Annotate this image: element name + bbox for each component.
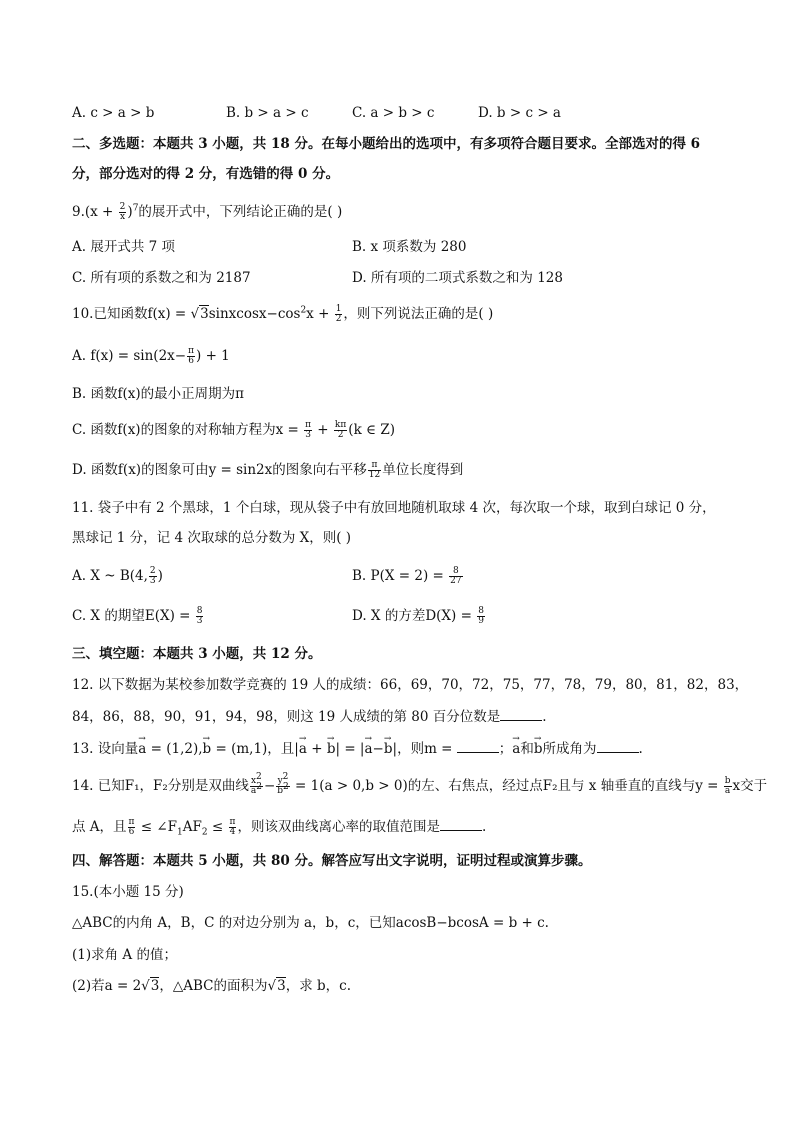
q10-lead: 已知函数 (93, 306, 148, 322)
q13-answer-blank-m[interactable] (457, 738, 499, 753)
q11-stem-line2: 黑球记 1 分，记 4 次取球的总分数为 X，则( ) (72, 530, 352, 546)
q9-option-d: D. 所有项的二项式系数之和为 128 (352, 270, 563, 286)
q15-header: 15.(本小题 15 分) (72, 884, 184, 900)
q10-number: 10. (72, 306, 94, 322)
q11-option-a: A. X ~ B(4, $\frac{2}{3}$ ) (72, 566, 163, 586)
q10-option-d-lead: D. 函数f(x)的图象可由 (72, 462, 209, 478)
q10-option-c-text: C. 函数f(x)的图象的对称轴方程为 (72, 422, 276, 438)
q11-option-d: D. X 的方差D(X) = $\frac{8}{9}$ (352, 606, 484, 626)
q8-option-b: B. b > a > c (226, 105, 309, 121)
q11-option-d-text: D. X 的方差 (352, 608, 426, 624)
q11-option-c-text: C. X 的期望 (72, 608, 145, 624)
q14-tail: 交于 (740, 778, 768, 794)
section4-heading: 四、解答题：本题共 5 小题，共 80 分。解答应写出文字说明，证明过程或演算步骤。 (72, 853, 592, 869)
q11-option-c: C. X 的期望E(X) = $\frac{8}{3}$ (72, 606, 203, 626)
q13-stem: 13. 设向量→ a = (1,2),→ b = (m,1)，且|→ a + → b| = |→ a−→ b|，则m = ；→ a和→ b所成角为 . (72, 738, 734, 759)
q13-mid2: ，则 (397, 741, 425, 757)
q11-option-b: B. P(X = 2) = $\frac{8}{27}$ (352, 566, 462, 586)
q12-stem-text: 84，86，88，90，91，94，98，则这 19 人成绩的第 80 百分位数是 (72, 709, 501, 725)
q10-tail: ，则下列说法正确的是( ) (343, 306, 494, 322)
q9-option-c: C. 所有项的系数之和为 2187 (72, 270, 251, 286)
q10-option-d-mid: 的图象向右平移 (272, 462, 367, 478)
q10-stem (72, 304, 734, 324)
q15-part2-tail: ，求 b，c. (285, 978, 351, 994)
q15-stem: △ABC的内角 A，B，C 的对边分别为 a，b，c，已知acosB−bcosA = b + c. (72, 915, 549, 931)
q8-option-c: C. a > b > c (352, 105, 435, 121)
q15-part2-lead: (2)若 (72, 978, 105, 994)
section2-heading-line1: 二、多选题：本题共 3 小题，共 18 分。在每小题给出的选项中，有多项符合题目要求。全部选对的得 6 (72, 136, 701, 152)
q10-option-d: D. 函数f(x)的图象可由y = sin2x的图象向右平移 $\frac{\pi}{12}$ 单位长度得到 (72, 460, 464, 480)
q10-option-d-tail: 单位长度得到 (382, 462, 464, 478)
q10-function: $f(x) = √3sinxcosx-\cos^2x$ + $\frac{1}{2}$ (147, 304, 342, 324)
section2-heading-line2: 分，部分选对的得 2 分，有选错的得 0 分。 (72, 166, 340, 182)
q8-option-d: D. b > c > a (478, 105, 561, 121)
q8-option-a: A. c > a > b (72, 105, 155, 121)
q14-lead: 14. 已知F₁，F₂分别是双曲线 (72, 778, 249, 794)
q10-option-b: B. 函数f(x)的最小正周期为π (72, 386, 245, 402)
q14-line2-lead: 点 A，且 (72, 819, 127, 835)
q13-mid1: ，且 (267, 741, 295, 757)
section3-heading: 三、填空题：本题共 3 小题，共 12 分。 (72, 646, 322, 662)
q12-stem-line2: 84，86，88，90，91，94，98，则这 19 人成绩的第 80 百分位数是 . (72, 706, 734, 727)
q15-stem-lead: △ABC的内角 A，B，C 的对边分别为 a，b，c，已知 (72, 915, 396, 931)
q9-option-a: A. 展开式共 7 项 (72, 239, 176, 255)
q14-stem-line1: 14. 已知F₁，F₂分别是双曲线 $\frac{x2}{a2}$ − $\frac{y2}{b2}$ = 1(a > 0,b > 0)的左、右焦点，经过点F₂且与 x 轴垂直的直线与y = $\frac{b}{a}$ x交于 (72, 772, 768, 796)
q15-part2: (2)若a = 2√3，△ABC的面积为√3，求 b，c. (72, 978, 351, 994)
q10-option-a: A. f(x) = sin(2x− $\frac{\pi}{6}$ ) + 1 (72, 346, 230, 366)
q14-answer-blank[interactable] (440, 816, 482, 831)
q13-mid3: ； (498, 741, 513, 757)
q12-answer-blank[interactable] (500, 706, 542, 721)
q14-stem-line2: 点 A，且 $\frac{\pi}{6}$ ≤ $\angle F_1AF_2$ ≤ $\frac{\pi}{4}$ ，则该双曲线离心率的取值范围是 . (72, 817, 487, 838)
q11-stem-line1: 11. 袋子中有 2 个黑球，1 个白球，现从袋子中有放回地随机取球 4 次，每次取一个球，取到白球记 0 分， (72, 500, 716, 516)
q15-part1: (1)求角 A 的值； (72, 947, 177, 963)
q9-option-b: B. x 项系数为 280 (352, 239, 467, 255)
q9-number: 9. (72, 204, 85, 220)
q10-option-c: C. 函数f(x)的图象的对称轴方程为x = $\frac{\pi}{3}$ + $\frac{k\pi}{2}$ (k ∈ Z) (72, 420, 395, 440)
q12-stem-line1: 12. 以下数据为某校参加数学竞赛的 19 人的成绩：66，69，70，72，75，77，78，79，80，81，82，83， (72, 677, 749, 693)
q9-stem (72, 202, 734, 222)
q13-answer-blank-angle[interactable] (597, 738, 639, 753)
q13-mid4: 所成角为 (542, 741, 597, 757)
q14-line2-tail: ，则该双曲线离心率的取值范围是 (237, 819, 440, 835)
q9-stem-text: 的展开式中，下列结论正确的是( ) (138, 204, 343, 220)
q9-expression: (x + $\frac{2}{x}$ )$^7$ (84, 202, 139, 222)
q15-part2-mid: ，△ABC的面积为 (159, 978, 268, 994)
q14-mid: 的左、右焦点，经过点F₂且与 x 轴垂直的直线与 (407, 778, 696, 794)
q13-lead: 13. 设向量 (72, 741, 139, 757)
